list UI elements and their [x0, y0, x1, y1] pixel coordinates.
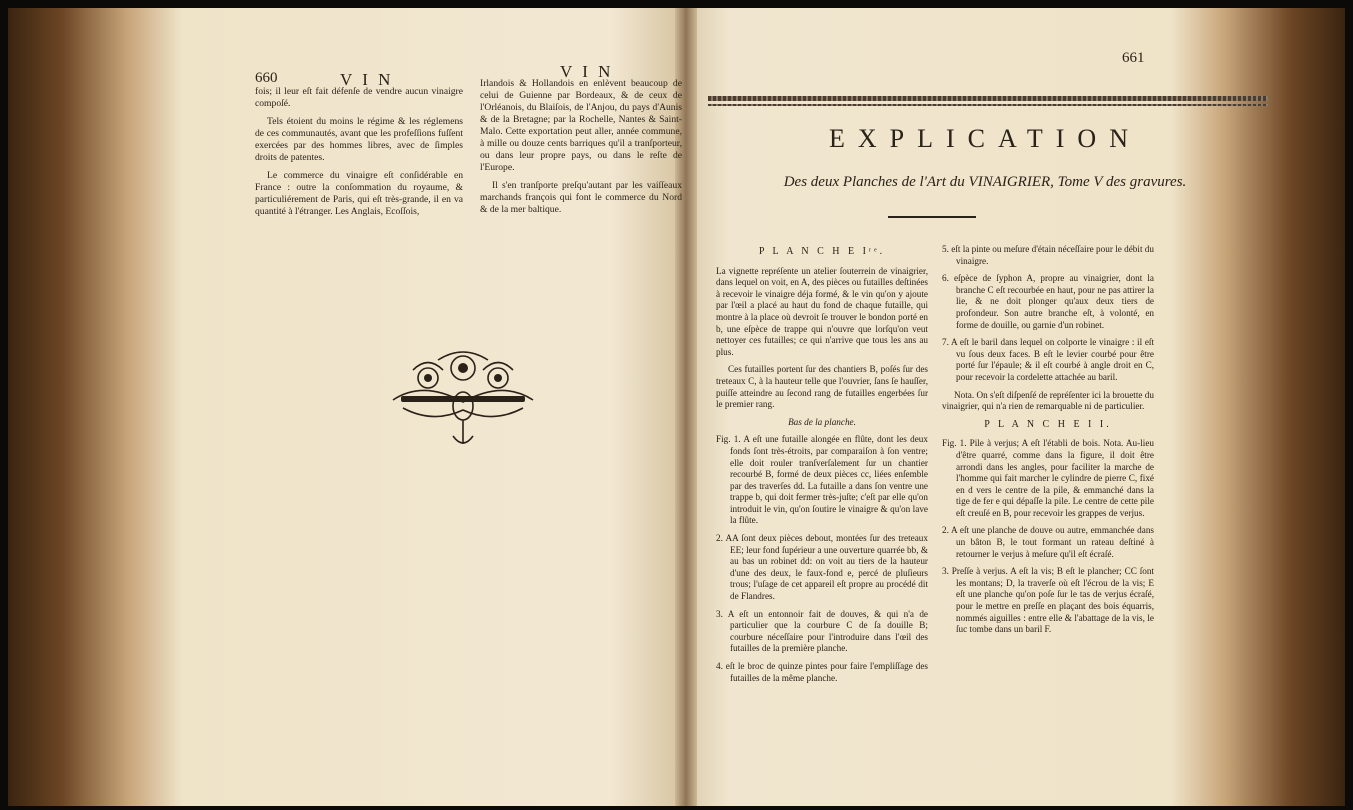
paragraph: fois; il leur eſt fait défenſe de vendre aucun vinaigre compoſé. — [255, 86, 463, 109]
running-header-right-col: V I N — [560, 62, 614, 81]
paragraph: Tels étoient du moins le régime & les réglemens de ces communautés, avant que les profeſſions fuſſent exercées par des hommes libres, avec de ſimples droits de patentes. — [255, 116, 463, 163]
decorative-rule — [708, 104, 1268, 106]
right-page-column-2 — [942, 244, 1154, 642]
figure-entry: 7. A eſt le baril dans lequel on colporte le vinaigre : il eſt vu ſous deux faces. B eſt le levier courbé pour être porté ſur l'épaule; & il eſt courbé à angle droit en C, pour recevoir la cordelette attachée au baril. — [942, 337, 1154, 382]
left-page-column-2 — [480, 78, 682, 222]
divider — [888, 216, 976, 218]
figure-entry: 2. AA ſont deux pièces debout, montées ſur des treteaux EE; leur fond ſupérieur a une ouverture quarrée bb, & au bas un robinet dd: on voit au tiers de la hauteur d'une des deux, le faux-fond e, percé de pluſieurs trous; l'uſage de cet appareil eſt propre au procédé dit de Flandres. — [716, 533, 928, 602]
paragraph: Il s'en tranſporte preſqu'autant par les vaiſſeaux marchands françois qui font le commerce du Nord & de la mer baltique. — [480, 180, 682, 215]
figure-entry: 4. eſt le broc de quinze pintes pour faire l'empliſſage des futailles de la même planche. — [716, 661, 928, 683]
page-number-right: 661 — [1122, 50, 1145, 66]
figure-entry: 3. A eſt un entonnoir fait de douves, & qui n'a de particulier que la courbure C de ſa douille B; courbure néceſſaire pour l'introduire dans l'œil des futailles de la première planche. — [716, 608, 928, 654]
nota-paragraph: Nota. On s'eſt diſpenſé de repréſenter ici la brouette du vinaigrier, qui n'a rien de remarquable ni de particulier. — [942, 389, 1154, 412]
figure-entry: 6. eſpèce de ſyphon A, propre au vinaigrier, dont la branche C eſt recourbée en haut, pour ne pas attirer la lie, & ne doit plonger qu'aux deux tiers de profondeur. Son autre branche eſt, à volonté, en forme de douille, ou garnie d'un robinet. — [942, 273, 1154, 330]
paragraph: Ces futailles portent ſur des chantiers B, poſés ſur des treteaux C, à la hauteur telle que l'ouvrier, ſans ſe hauſſer, puiſſe atteindre au ſecond rang de futailles engerbées ſur le premier rang. — [716, 364, 928, 410]
subsection-label: Bas de la planche. — [788, 416, 856, 427]
running-header-left: V I N — [340, 70, 394, 89]
figure-entry: 2. A eſt une planche de douve ou autre, emmanchée dans un bâton B, le tout formant un rateau deſtiné à retourner le verjus à meſure qu'il eſt écraſé. — [942, 525, 1154, 559]
decorative-rule — [708, 96, 1268, 101]
section-heading: P L A N C H E I I. — [984, 418, 1112, 430]
page-number-left: 660 — [255, 70, 278, 86]
figure-entry: 5. eſt la pinte ou meſure d'étain néceſſaire pour le débit du vinaigre. — [942, 244, 1154, 266]
paragraph: Irlandois & Hollandois en enlèvent beaucoup de celui de Guienne par Bordeaux, & de ceux de l'Orléanois, du Blaiſois, de l'Anjou, du pays d'Aunis & de la Bretagne; par la Rochelle, Nantes & Saint-Malo. Cette exportation peut aller, année commune, à mille ou douze cents barriques qu'il a tranſporteur, ou dans leur propre pays, ou dans le reſte de l'Europe. — [480, 78, 682, 173]
left-page-column-1 — [255, 86, 463, 224]
paragraph: La vignette repréſente un atelier ſouterrein de vinaigrier, dans lequel on voit, en A, des pièces ou futailles deſtinées à recevoir le vinaigre déja formé, & le vin qu'on y ajoute par l'œil a placé au haut du fond de chaque futaille, qui montre à la place où devroit ſe trouver le bondon porté en b, une eſpèce de trappe qui n'ouvre que lorſqu'on veut nettoyer ces futailles; ce qui n'arrive que tous les ans au plus. — [716, 265, 928, 357]
page-subtitle: Des deux Planches de l'Art du VINAIGRIER, Tome V des gravures. — [783, 174, 1187, 190]
figure-entry: Fig. 1. A eſt une futaille alongée en flûte, dont les deux fonds ſont très-étroits, par comparaiſon à ſon ventre; elle doit rouler tranſverſalement ſur un chantier recourbé B, formé de deux pièces cc, liées enſemble par des traverſes dd. La futaille a dans ſon ventre une trappe b, qui doit fermer très-juſte; c'eſt par elle qu'on introduit le vin, qu'on ſoutire le vinaigre & qu'on lave la flûte. — [716, 434, 928, 526]
floral-ornament-icon — [383, 340, 543, 452]
page-title: EXPLICATION — [829, 124, 1141, 153]
figure-entry: Fig. 1. Pile à verjus; A eſt l'établi de bois. Nota. Au-lieu d'être quarré, comme dans la figure, il doit être arrondi dans les angles, pour faciliter la marche de l'homme qui fait marcher le cylindre de pierre C, fixé en d vers le centre de la pile, & emmanché dans la tige de fer e qui dépaſſe la pile. Le centre de cette pile eſt creuſé en B, pour recevoir les grappes de verjus. — [942, 438, 1154, 518]
paragraph: Le commerce du vinaigre eſt conſidérable en France : outre la conſommation du royaume, & particuliérement de Paris, qui eſt très-grande, il en va quantité à l'étranger. Les Anglais, Ecoſſois, — [255, 170, 463, 217]
section-heading: P L A N C H E Iʳᵉ. — [758, 246, 886, 257]
figure-entry: 3. Preſſe à verjus. A eſt la vis; B eſt le plancher; CC ſont les montans; D, la traverſe où eſt l'écrou de la vis; E eſt une planche qu'on poſe ſur le tas de verjus écraſé, pour le mettre en preſſe en plaçant des bois équarris, nommés aiguilles : entre elle & l'abattage de la vis, le ſuc tombe dans un baril F. — [942, 566, 1154, 635]
right-page-column-1 — [716, 244, 928, 690]
